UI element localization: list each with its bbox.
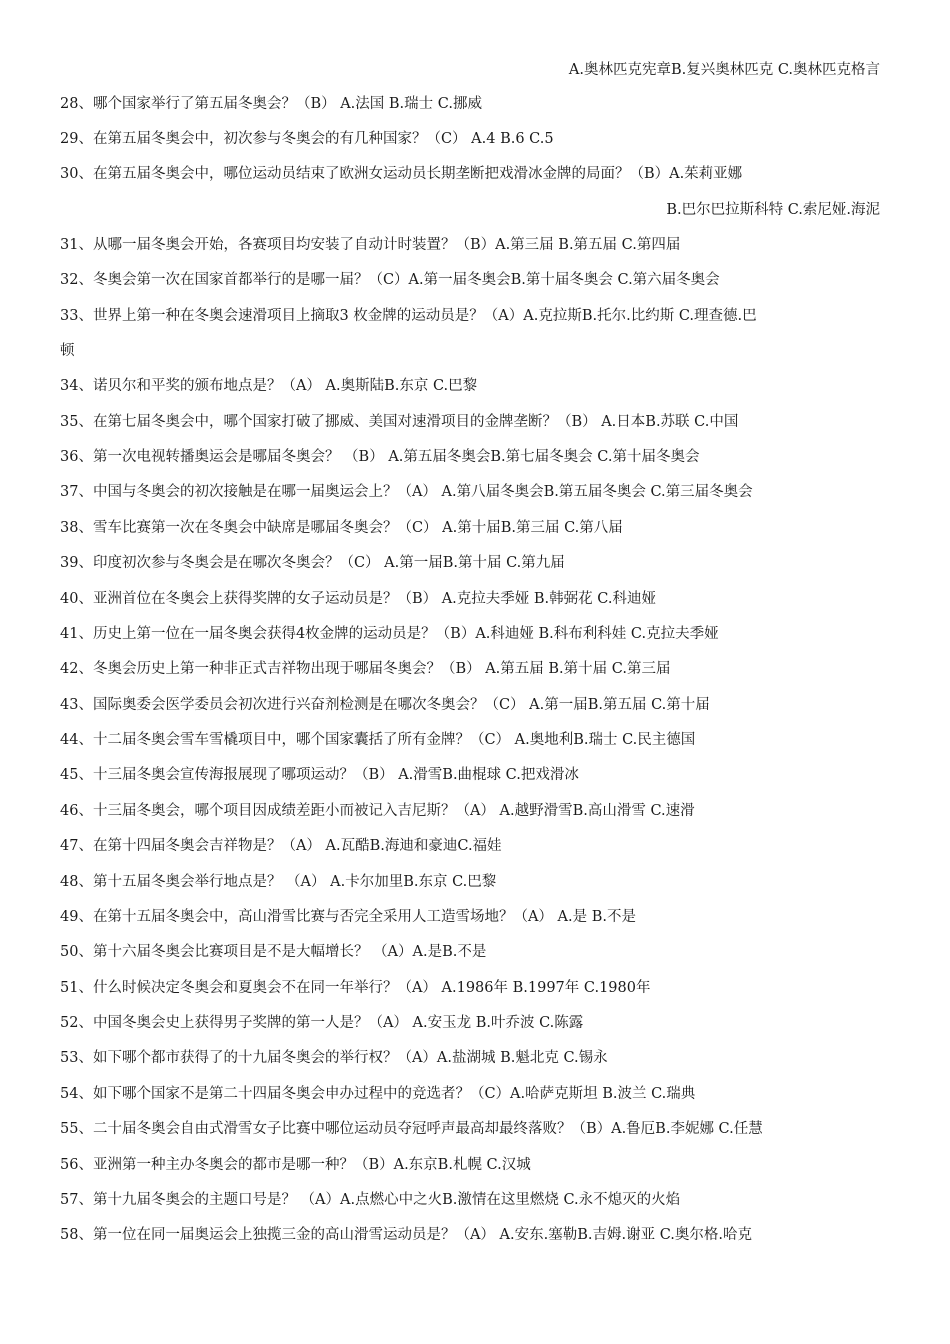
question-33: 33、世界上第一种在冬奥会速滑项目上摘取3 枚金牌的运动员是？（A）A.克拉斯B.托尔.比约斯 C.理查德.巴: [60, 308, 757, 324]
question-40: 40、亚洲首位在冬奥会上获得奖牌的女子运动员是？（B） A.克拉夫季娅 B.韩弼花 C.科迪娅: [60, 591, 656, 607]
question-41: 41、历史上第一位在一届冬奥会获得4枚金牌的运动员是？（B）A.科迪娅 B.科布利科娃 C.克拉夫季娅: [60, 626, 719, 642]
question-48: 48、第十五届冬奥会举行地点是？ （A） A.卡尔加里B.东京 C.巴黎: [60, 874, 497, 890]
question-39: 39、印度初次参与冬奥会是在哪次冬奥会？（C） A.第一届B.第十届 C.第九届: [60, 555, 565, 571]
question-31: 31、从哪一届冬奥会开始，各赛项目均安装了自动计时装置？（B）A.第三届 B.第五届 C.第四届: [60, 237, 681, 253]
question-55: 55、二十届冬奥会自由式滑雪女子比赛中哪位运动员夺冠呼声最高却最终落败？（B）A.鲁厄B.李妮娜 C.任慧: [60, 1121, 763, 1137]
question-32: 32、冬奥会第一次在国家首都举行的是哪一届？（C）A.第一届冬奥会B.第十届冬奥会 C.第六届冬奥会: [60, 272, 720, 288]
question-42: 42、冬奥会历史上第一种非正式吉祥物出现于哪届冬奥会？（B） A.第五届 B.第十届 C.第三届: [60, 661, 671, 677]
question-56: 56、亚洲第一种主办冬奥会的都市是哪一种？（B）A.东京B.札幌 C.汉城: [60, 1157, 531, 1173]
question-36: 36、第一次电视转播奥运会是哪届冬奥会？ （B） A.第五届冬奥会B.第七届冬奥会 C.第十届冬奥会: [60, 449, 700, 465]
question-43: 43、国际奥委会医学委员会初次进行兴奋剂检测是在哪次冬奥会？（C） A.第一届B.第五届 C.第十届: [60, 697, 710, 713]
question-47: 47、在第十四届冬奥会吉祥物是？（A） A.瓦酷B.海迪和豪迪C.福娃: [60, 838, 502, 854]
question-34: 34、诺贝尔和平奖的颁布地点是？（A） A.奥斯陆B.东京 C.巴黎: [60, 378, 478, 394]
question-53: 53、如下哪个都市获得了的十九届冬奥会的举行权？（A）A.盐湖城 B.魁北克 C.锡永: [60, 1050, 608, 1066]
question-29: 29、在第五届冬奥会中，初次参与冬奥会的有几种国家？（C） A.4 B.6 C.5: [60, 131, 554, 147]
question-51: 51、什么时候决定冬奥会和夏奥会不在同一年举行？（A） A.1986年 B.1997年 C.1980年: [60, 980, 651, 996]
question-58: 58、第一位在同一届奥运会上独揽三金的高山滑雪运动员是？（A） A.安东.塞勒B.吉姆.谢亚 C.奥尔格.哈克: [60, 1227, 752, 1243]
question-46: 46、十三届冬奥会，哪个项目因成绩差距小而被记入吉尼斯？（A） A.越野滑雪B.高山滑雪 C.速滑: [60, 803, 695, 819]
question-54: 54、如下哪个国家不是第二十四届冬奥会申办过程中的竞选者？（C）A.哈萨克斯坦 B.波兰 C.瑞典: [60, 1086, 696, 1102]
question-37: 37、中国与冬奥会的初次接触是在哪一届奥运会上？（A） A.第八届冬奥会B.第五届冬奥会 C.第三届冬奥会: [60, 484, 753, 500]
question-30: 30、在第五届冬奥会中，哪位运动员结束了欧洲女运动员长期垄断把戏滑冰金牌的局面？（B）A.茱莉亚娜: [60, 166, 743, 182]
question-57: 57、第十九届冬奥会的主题口号是？ （A）A.点燃心中之火B.激情在这里燃烧 C.永不熄灭的火焰: [60, 1192, 681, 1208]
question-30-options: B.巴尔巴拉斯科特 C.索尼娅.海泥: [666, 202, 880, 218]
question-44: 44、十二届冬奥会雪车雪橇项目中，哪个国家囊括了所有金牌？（C） A.奥地利B.瑞士 C.民主德国: [60, 732, 696, 748]
question-49: 49、在第十五届冬奥会中，高山滑雪比赛与否完全采用人工造雪场地？（A） A.是 B.不是: [60, 909, 636, 925]
question-38: 38、雪车比赛第一次在冬奥会中缺席是哪届冬奥会？（C） A.第十届B.第三届 C.第八届: [60, 520, 623, 536]
question-45: 45、十三届冬奥会宣传海报展现了哪项运动？（B） A.滑雪B.曲棍球 C.把戏滑冰: [60, 767, 579, 783]
question-52: 52、中国冬奥会史上获得男子奖牌的第一人是？（A） A.安玉龙 B.叶乔波 C.陈露: [60, 1015, 584, 1031]
question-50: 50、第十六届冬奥会比赛项目是不是大幅增长？ （A）A.是B.不是: [60, 944, 487, 960]
question-33-continued: 顿: [60, 343, 75, 359]
question-28: 28、哪个国家举行了第五届冬奥会？（B） A.法国 B.瑞士 C.挪威: [60, 96, 482, 112]
question-27-options: A.奥林匹克宪章B.复兴奥林匹克 C.奥林匹克格言: [568, 62, 880, 78]
question-35: 35、在第七届冬奥会中，哪个国家打破了挪威、美国对速滑项目的金牌垄断？（B） A.日本B.苏联 C.中国: [60, 414, 739, 430]
